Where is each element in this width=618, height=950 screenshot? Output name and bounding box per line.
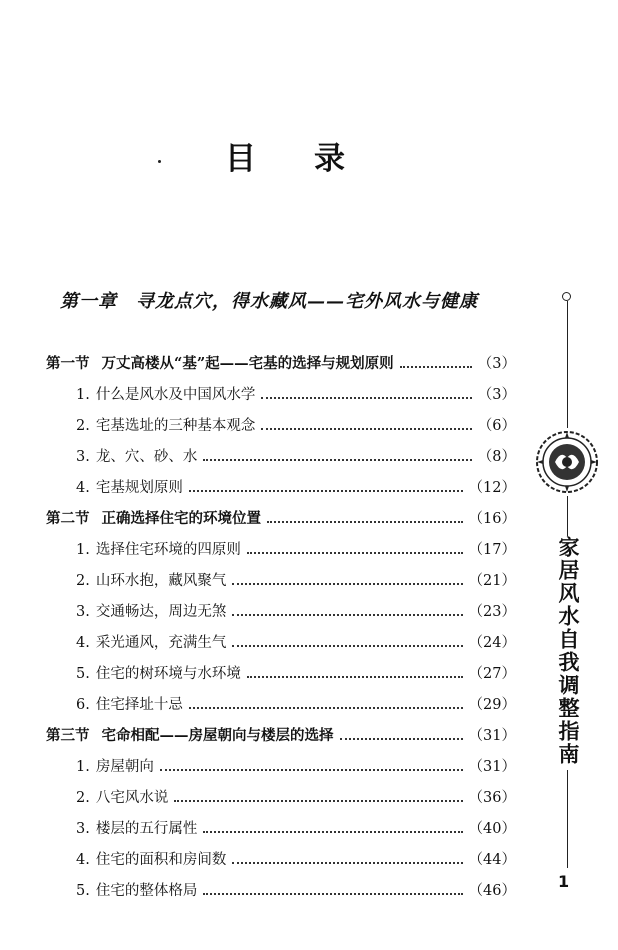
toc-page-number: （31）: [468, 728, 516, 744]
title-char-2: 录: [314, 140, 345, 177]
toc-entry-row: [46, 812, 516, 843]
toc-page-number: （16）: [468, 511, 516, 527]
dot-leader: [261, 428, 471, 430]
toc-entry-label: [76, 538, 241, 559]
toc-entry-row: [46, 657, 516, 688]
toc-entry-text: 宅命相配——房屋朝向与楼层的选择: [101, 727, 334, 744]
toc-entry-text: 宅基规划原则: [95, 480, 183, 496]
toc-section-row: [46, 347, 516, 378]
toc-section-row: [46, 719, 516, 750]
dot-leader: [203, 893, 462, 895]
toc-entry-label: [76, 662, 241, 683]
page-number: 1: [558, 872, 570, 891]
dot-leader: [232, 614, 462, 616]
toc-page-number: （6）: [477, 418, 516, 434]
toc-entry-label: [76, 786, 168, 807]
toc-section-row: [46, 502, 516, 533]
toc-page-number: （44）: [468, 852, 516, 868]
toc-entry-number: 4.: [76, 480, 90, 496]
toc-entry-row: [46, 440, 516, 471]
toc-entry-text: 住宅的面积和房间数: [95, 852, 227, 868]
toc-page-number: （27）: [468, 666, 516, 682]
ornament-emblem-icon: [533, 428, 601, 496]
toc-entry-label: [76, 445, 197, 466]
toc-entry-text: 什么是风水及中国风水学: [95, 387, 256, 403]
page-title: [225, 135, 345, 175]
toc-entry-label: [46, 507, 261, 528]
toc-entry-text: 住宅的整体格局: [95, 883, 198, 899]
toc-page-number: （23）: [468, 604, 516, 620]
dot-leader: [160, 769, 463, 771]
toc-page-number: （12）: [468, 480, 516, 496]
dot-leader: [400, 366, 472, 368]
rail-line-mid: [567, 496, 568, 536]
dot-leader: [247, 676, 463, 678]
toc-entry-number: 5.: [76, 666, 90, 682]
title-char-1: 目: [225, 140, 256, 177]
dot-leader: [189, 707, 463, 709]
toc-entry-number: 5.: [76, 883, 90, 899]
decorative-dot: [158, 160, 161, 163]
toc-entry-row: [46, 595, 516, 626]
dot-leader: [232, 862, 462, 864]
toc-page-number: （3）: [477, 387, 516, 403]
toc-entry-number: 2.: [76, 573, 90, 589]
toc-entry-label: [76, 693, 183, 714]
toc-entry-text: 选择住宅环境的四原则: [95, 542, 241, 558]
toc-entry-label: [46, 724, 334, 745]
dot-leader: [261, 397, 471, 399]
rail-line-bottom: [567, 770, 568, 868]
toc-page-number: （31）: [468, 759, 516, 775]
toc-entry-number: 2.: [76, 790, 90, 806]
toc-entry-number: 2.: [76, 418, 90, 434]
toc-entry-text: 宅基选址的三种基本观念: [95, 418, 256, 434]
toc-page-number: （17）: [468, 542, 516, 558]
toc-entry-row: [46, 471, 516, 502]
toc-entry-text: 正确选择住宅的环境位置: [101, 510, 261, 527]
toc-entry-label: [76, 879, 197, 900]
toc-entry-number: 1.: [76, 542, 90, 558]
toc-entry-number: 4.: [76, 635, 90, 651]
book-title-vertical: 家居风水自我调整指南: [556, 536, 580, 766]
toc-entry-text: 山环水抱，藏风聚气: [95, 573, 227, 589]
toc-entry-row: [46, 533, 516, 564]
toc-entry-text: 龙、穴、砂、水: [95, 449, 198, 465]
toc-entry-number: 3.: [76, 449, 90, 465]
toc-page-number: （3）: [477, 356, 516, 372]
toc-entry-label: [76, 600, 226, 621]
toc-entry-label: [76, 569, 226, 590]
rail-line-top: [567, 301, 568, 428]
toc-page-number: （8）: [477, 449, 516, 465]
toc-entry-text: 住宅择址十忌: [95, 697, 183, 713]
toc-entry-row: [46, 843, 516, 874]
toc-entry-number: 第三节: [46, 727, 90, 744]
table-of-contents: [46, 347, 516, 905]
toc-entry-row: [46, 874, 516, 905]
dot-leader: [189, 490, 463, 492]
toc-page-number: （24）: [468, 635, 516, 651]
toc-entry-number: 第一节: [46, 355, 90, 372]
toc-entry-text: 住宅的树环境与水环境: [95, 666, 241, 682]
toc-page-number: （40）: [468, 821, 516, 837]
chapter-heading: 第一章 寻龙点穴，得水藏风——宅外风水与健康: [60, 291, 478, 312]
dot-leader: [340, 738, 463, 740]
toc-entry-row: [46, 378, 516, 409]
toc-entry-number: 3.: [76, 604, 90, 620]
toc-entry-label: [76, 476, 183, 497]
toc-entry-number: 6.: [76, 697, 90, 713]
toc-entry-number: 3.: [76, 821, 90, 837]
toc-entry-number: 1.: [76, 387, 90, 403]
toc-entry-row: [46, 564, 516, 595]
toc-entry-row: [46, 626, 516, 657]
rail-circle-ornament: [562, 292, 571, 301]
toc-entry-label: [46, 352, 394, 373]
toc-entry-row: [46, 409, 516, 440]
toc-entry-label: [76, 755, 154, 776]
toc-entry-number: 4.: [76, 852, 90, 868]
toc-entry-label: [76, 848, 226, 869]
toc-entry-row: [46, 781, 516, 812]
dot-leader: [203, 831, 462, 833]
toc-entry-row: [46, 750, 516, 781]
dot-leader: [203, 459, 471, 461]
toc-entry-label: [76, 817, 197, 838]
toc-entry-label: [76, 383, 255, 404]
toc-entry-number: 1.: [76, 759, 90, 775]
toc-entry-text: 万丈高楼从“基”起——宅基的选择与规划原则: [101, 355, 394, 372]
toc-page-number: （36）: [468, 790, 516, 806]
dot-leader: [174, 800, 462, 802]
toc-entry-text: 交通畅达，周边无煞: [95, 604, 227, 620]
toc-entry-number: 第二节: [46, 510, 90, 527]
dot-leader: [232, 583, 462, 585]
toc-entry-text: 八宅风水说: [95, 790, 169, 806]
toc-entry-row: [46, 688, 516, 719]
toc-entry-text: 房屋朝向: [95, 759, 154, 775]
dot-leader: [247, 552, 463, 554]
toc-entry-label: [76, 414, 255, 435]
toc-entry-label: [76, 631, 226, 652]
dot-leader: [232, 645, 462, 647]
toc-page-number: （46）: [468, 883, 516, 899]
toc-entry-text: 楼层的五行属性: [95, 821, 198, 837]
dot-leader: [267, 521, 463, 523]
toc-entry-text: 采光通风，充满生气: [95, 635, 227, 651]
toc-page-number: （21）: [468, 573, 516, 589]
toc-page-number: （29）: [468, 697, 516, 713]
